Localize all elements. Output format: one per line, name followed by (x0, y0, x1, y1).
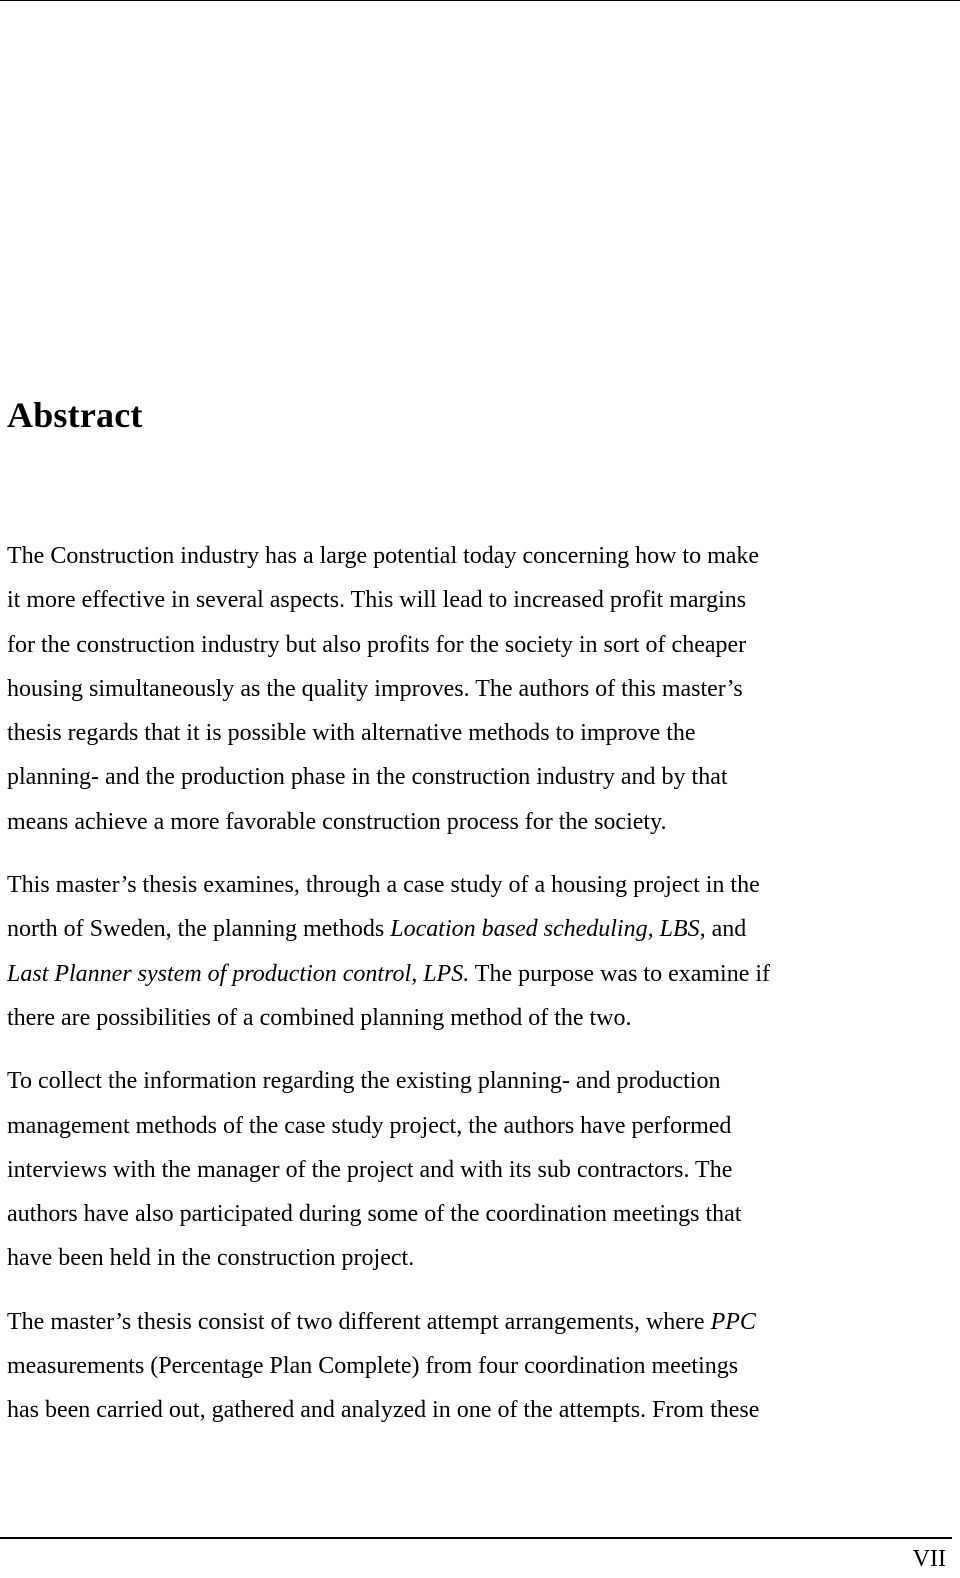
text-line (7, 1059, 953, 1103)
text-line (7, 863, 953, 907)
footer-rule (0, 1537, 952, 1539)
text-line (7, 623, 953, 667)
text-line (7, 800, 953, 844)
text-line (7, 1192, 953, 1236)
text-run: have been held in the construction project. (7, 1245, 415, 1272)
text-run: north of Sweden, the planning methods (7, 916, 391, 943)
text-line (7, 1388, 953, 1432)
text-line (7, 1236, 953, 1280)
text-line (7, 534, 953, 578)
text-line (7, 996, 953, 1040)
text-line (7, 952, 953, 996)
text-run: measurements (Percentage Plan Complete) from four coordination meetings (7, 1353, 739, 1380)
paragraph (7, 1300, 953, 1433)
text-line (7, 667, 953, 711)
text-run: means achieve a more favorable construction process for the society. (7, 808, 667, 835)
page-number: VII (912, 1546, 946, 1572)
text-run: The purpose was to examine if (469, 960, 771, 987)
text-run: has been carried out, gathered and analyzed in one of the attempts. From these (7, 1397, 760, 1424)
text-run: The Construction industry has a large potential today concerning how to make (7, 543, 760, 569)
text-line (7, 1344, 953, 1388)
text-run: planning- and the production phase in the construction industry and by that (7, 764, 728, 791)
paragraph (7, 534, 953, 844)
text-line (7, 1104, 953, 1148)
text-run: interviews with the manager of the project and with its sub contractors. The (7, 1156, 733, 1183)
text-run: authors have also participated during some of the coordination meetings that (7, 1201, 742, 1228)
paragraph (7, 863, 953, 1040)
abstract-body (7, 534, 953, 1452)
text-line (7, 578, 953, 622)
text-run: it more effective in several aspects. This will lead to increased profit margins (7, 587, 747, 614)
top-rule (0, 0, 960, 1)
text-line (7, 1148, 953, 1192)
text-run: there are possibilities of a combined planning method of the two. (7, 1004, 632, 1031)
text-line (7, 1300, 953, 1344)
text-line (7, 711, 953, 755)
text-run: thesis regards that it is possible with alternative methods to improve the (7, 720, 696, 747)
text-run: management methods of the case study project, the authors have performed (7, 1112, 732, 1139)
text-run: housing simultaneously as the quality improves. The authors of this master’s (7, 675, 743, 702)
text-run: This master’s thesis examines, through a case study of a housing project in the (7, 872, 760, 899)
text-run: and (705, 916, 747, 943)
italic-term: Location based scheduling, LBS, (390, 916, 706, 943)
italic-term: Last Planner system of production control, LPS. (7, 960, 470, 987)
text-line (7, 755, 953, 799)
page-title: Abstract (7, 395, 143, 435)
paragraph (7, 1059, 953, 1280)
text-run: for the construction industry but also profits for the society in sort of cheaper (7, 631, 747, 658)
text-run: The master’s thesis consist of two different attempt arrangements, where (7, 1308, 711, 1335)
text-line (7, 907, 953, 951)
text-run: To collect the information regarding the existing planning- and production (7, 1068, 721, 1095)
italic-term: PPC (710, 1308, 756, 1335)
